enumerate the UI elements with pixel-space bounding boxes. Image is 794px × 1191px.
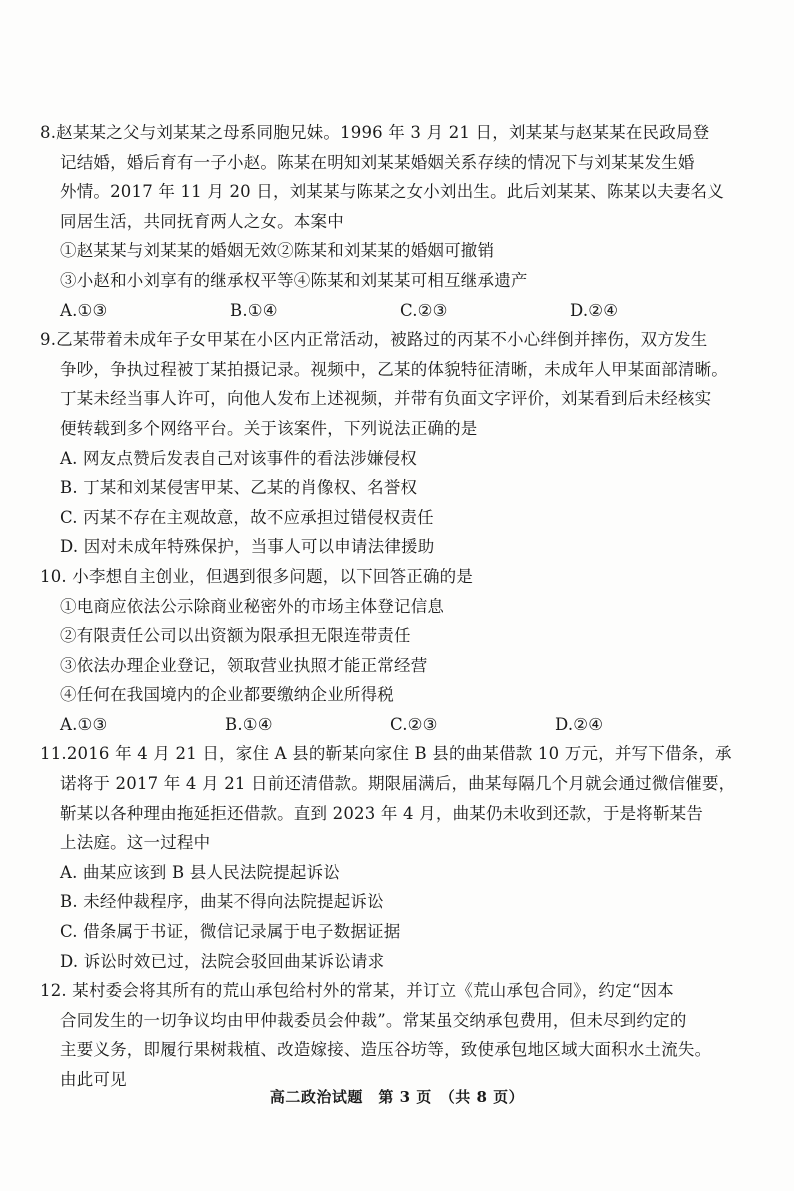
question-11-choice-b: B. 未经仲裁程序，曲某不得向法院提起诉讼 [60, 892, 384, 912]
question-10-item-2: ②有限责任公司以出资额为限承担无限连带责任 [60, 626, 411, 646]
question-8-item-1: ①赵某某与刘某某的婚姻无效②陈某和刘某某的婚姻可撤销 [60, 241, 495, 261]
question-9-choice-b: B. 丁某和刘某侵害甲某、乙某的肖像权、名誉权 [60, 478, 418, 498]
question-11-choice-a: A. 曲某应该到 B 县人民法院提起诉讼 [60, 862, 341, 882]
question-8-stem-line-3: 外情。2017 年 11 月 20 日，刘某某与陈某之女小刘出生。此后刘某某、陈某以夫妻名义 [60, 182, 724, 202]
question-9-choice-a: A. 网友点赞后发表自己对该事件的看法涉嫌侵权 [60, 448, 418, 468]
question-8-stem-line-1: 8.赵某某之父与刘某某之母系同胞兄妹。1996 年 3 月 21 日，刘某某与赵某某在民政局登 [40, 123, 710, 142]
question-8-options [40, 296, 760, 326]
question-11-stem-line-4: 上法庭。这一过程中 [60, 833, 211, 853]
question-11-stem-line-1: 11.2016 年 4 月 21 日，家住 A 县的靳某向家住 B 县的曲某借款 10 万元，并写下借条，承 [40, 744, 732, 764]
question-10-item-3: ③依法办理企业登记，领取营业执照才能正常经营 [60, 655, 428, 675]
question-8-option-a: A.①③ [60, 300, 108, 320]
question-10-option-d: D.②④ [555, 714, 604, 734]
question-9-stem-line-2: 争吵，争执过程被丁某拍摄记录。视频中，乙某的体貌特征清晰，未成年人甲某面部清晰。 [60, 359, 728, 379]
question-8-stem-line-2: 记结婚，婚后育有一子小赵。陈某在明知刘某某婚姻关系存续的情况下与刘某某发生婚 [60, 152, 695, 172]
question-12-stem-line-4: 由此可见 [60, 1070, 127, 1089]
question-10-item-1: ①电商应依法公示除商业秘密外的市场主体登记信息 [60, 596, 445, 616]
question-10-option-c: C.②③ [390, 714, 438, 734]
question-10-stem-line-1: 10. 小李想自主创业，但遇到很多问题，以下回答正确的是 [40, 566, 474, 586]
question-9-stem-line-4: 便转载到多个网络平台。关于该案件，下列说法正确的是 [60, 418, 478, 438]
question-9-choice-c: C. 丙某不存在主观故意，故不应承担过错侵权责任 [60, 507, 434, 527]
page-footer: 高二政治试题 第 3 页 （共 8 页） [269, 1088, 525, 1106]
question-8-option-c: C.②③ [400, 300, 448, 320]
question-12-stem-line-3: 主要义务，即履行果树栽植、改造嫁接、造压谷坊等，致使承包地区域大面积水土流失。 [60, 1040, 712, 1060]
question-10 [40, 562, 760, 740]
question-10-option-b: B.①④ [225, 714, 273, 734]
question-9-stem-line-1: 9.乙某带着未成年子女甲某在小区内正常活动，被路过的丙某不小心绊倒并摔伤，双方发生 [40, 330, 708, 350]
question-12-stem-line-1: 12. 某村委会将其所有的荒山承包给村外的常某，并订立《荒山承包合同》，约定“因本 [40, 981, 674, 1001]
question-8-option-b: B.①④ [230, 300, 278, 320]
question-11-stem-line-3: 靳某以各种理由拖延拒还借款。直到 2023 年 4 月，曲某仍未收到还款，于是将靳某告 [60, 803, 704, 823]
question-8 [40, 118, 760, 325]
question-8-item-2: ③小赵和小刘享有的继承权平等④陈某和刘某某可相互继承遗产 [60, 270, 528, 290]
question-9-choice-d: D. 因对未成年特殊保护，当事人可以申请法律援助 [60, 537, 435, 557]
question-content [40, 118, 760, 1095]
question-11-choice-c: C. 借条属于书证，微信记录属于电子数据证据 [60, 922, 401, 942]
question-10-options [40, 710, 760, 740]
question-8-option-d: D.②④ [570, 300, 619, 320]
question-10-option-a: A.①③ [60, 714, 108, 734]
question-9 [40, 325, 760, 562]
question-12-stem-line-2: 合同发生的一切争议均由甲仲裁委员会仲裁”。常某虽交纳承包费用，但未尽到约定的 [60, 1010, 687, 1030]
question-11 [40, 739, 760, 976]
question-11-stem-line-2: 诺将于 2017 年 4 月 21 日前还清借款。期限届满后，曲某每隔几个月就会通过微信催要， [60, 774, 736, 794]
question-8-stem-line-4: 同居生活，共同抚育两人之女。本案中 [60, 211, 344, 231]
question-10-item-4: ④任何在我国境内的企业都要缴纳企业所得税 [60, 685, 394, 705]
question-12 [40, 976, 760, 1094]
question-11-choice-d: D. 诉讼时效已过，法院会驳回曲某诉讼请求 [60, 951, 385, 971]
question-9-stem-line-3: 丁某未经当事人许可，向他人发布上述视频，并带有负面文字评价，刘某看到后未经核实 [60, 389, 712, 409]
